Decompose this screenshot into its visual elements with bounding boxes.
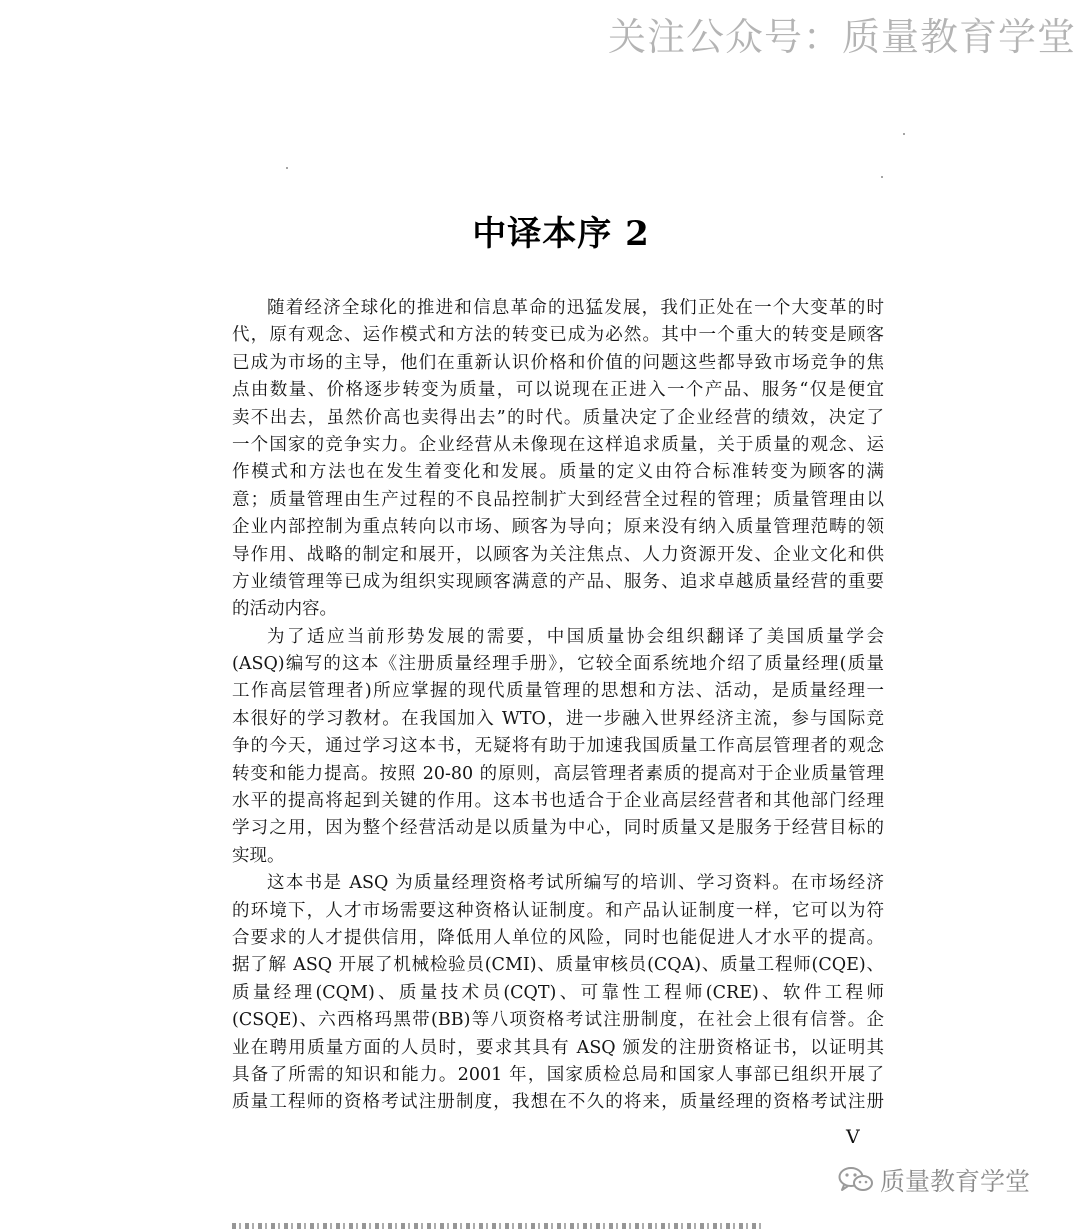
page-title: 中译本序 2 xyxy=(472,214,650,254)
text-line: 据了解 ASQ 开展了机械检验员(CMI)、质量审核员(CQA)、质量工程师(CQE)、 xyxy=(232,955,884,976)
scan-speck xyxy=(286,167,288,169)
wechat-badge xyxy=(838,1162,1030,1198)
text-line: 点由数量、价格逐步转变为质量，可以说现在正进入一个产品、服务“仅是便宜 xyxy=(232,380,884,401)
text-line: 方业绩管理等已成为组织实现顾客满意的产品、服务、追求卓越质量经营的重要 xyxy=(232,571,884,592)
text-line: (ASQ)编写的这本《注册质量经理手册》，它较全面系统地介绍了质量经理(质量 xyxy=(232,654,884,675)
text-line: 具备了所需的知识和能力。2001 年，国家质检总局和国家人事部已组织开展了 xyxy=(232,1064,884,1085)
wechat-badge-label: 质量教育学堂 xyxy=(880,1167,1031,1196)
scan-edge-artifact xyxy=(232,1223,762,1229)
wechat-icon xyxy=(838,1166,874,1194)
text-line: 作模式和方法也在发生着变化和发展。质量的定义由符合标准转变为顾客的满 xyxy=(232,462,884,483)
text-line: 意；质量管理由生产过程的不良品控制扩大到经营全过程的管理；质量管理由以 xyxy=(232,489,884,510)
text-line: 卖不出去，虽然价高也卖得出去”的时代。质量决定了企业经营的绩效，决定了 xyxy=(232,407,884,428)
text-line: 导作用、战略的制定和展开，以顾客为关注焦点、人力资源开发、企业文化和供 xyxy=(232,544,884,565)
text-line: 的活动内容。 xyxy=(232,599,337,620)
text-line: 这本书是 ASQ 为质量经理资格考试所编写的培训、学习资料。在市场经济 xyxy=(267,873,884,894)
text-line: 质量工程师的资格考试注册制度，我想在不久的将来，质量经理的资格考试注册 xyxy=(232,1092,884,1113)
text-line: 水平的提高将起到关键的作用。这本书也适合于企业高层经营者和其他部门经理 xyxy=(232,791,884,812)
page-number: V xyxy=(846,1126,860,1148)
text-line: 质量经理(CQM)、质量技术员(CQT)、可靠性工程师(CRE)、软件工程师 xyxy=(232,982,884,1003)
text-line: 实现。 xyxy=(232,845,285,866)
paragraph-2 xyxy=(232,624,884,871)
text-line: 本很好的学习教材。在我国加入 WTO，进一步融入世界经济主流，参与国际竞 xyxy=(232,708,884,729)
text-line: 工作高层管理者)所应掌握的现代质量管理的思想和方法、活动，是质量经理一 xyxy=(232,681,884,702)
text-line: 转变和能力提高。按照 20-80 的原则，高层管理者素质的提高对于企业质量管理 xyxy=(232,763,884,784)
text-line: 一个国家的竞争实力。企业经营从未像现在这样追求质量，关于质量的观念、运 xyxy=(232,434,884,455)
text-line: (CSQE)、六西格玛黑带(BB)等八项资格考试注册制度，在社会上很有信誉。企 xyxy=(232,1010,884,1031)
body-text xyxy=(232,295,884,1117)
text-line: 企业内部控制为重点转向以市场、顾客为导向；原来没有纳入质量管理范畴的领 xyxy=(232,517,884,538)
text-line: 已成为市场的主导，他们在重新认识价格和价值的问题这些都导致市场竞争的焦 xyxy=(232,352,884,373)
text-line: 为了适应当前形势发展的需要，中国质量协会组织翻译了美国质量学会 xyxy=(267,626,884,647)
text-line: 的环境下，人才市场需要这种资格认证制度。和产品认证制度一样，它可以为符 xyxy=(232,900,884,921)
text-line: 业在聘用质量方面的人员时，要求其具有 ASQ 颁发的注册资格证书，以证明其 xyxy=(232,1037,884,1058)
watermark-text: 关注公众号：质量教育学堂 xyxy=(607,15,1076,59)
text-line: 代，原有观念、运作模式和方法的转变已成为必然。其中一个重大的转变是顾客 xyxy=(232,325,884,346)
scan-speck xyxy=(903,133,905,135)
text-line: 争的今天，通过学习这本书，无疑将有助于加速我国质量工作高层管理者的观念 xyxy=(232,736,884,757)
text-line: 学习之用，因为整个经营活动是以质量为中心，同时质量又是服务于经营目标的 xyxy=(232,818,884,839)
scan-speck xyxy=(881,176,883,178)
paragraph-1 xyxy=(232,295,884,624)
text-line: 随着经济全球化的推进和信息革命的迅猛发展，我们正处在一个大变革的时 xyxy=(267,298,884,318)
paragraph-3 xyxy=(232,870,884,1117)
text-line: 合要求的人才提供信用，降低用人单位的风险，同时也能促进人才水平的提高。 xyxy=(232,927,884,948)
